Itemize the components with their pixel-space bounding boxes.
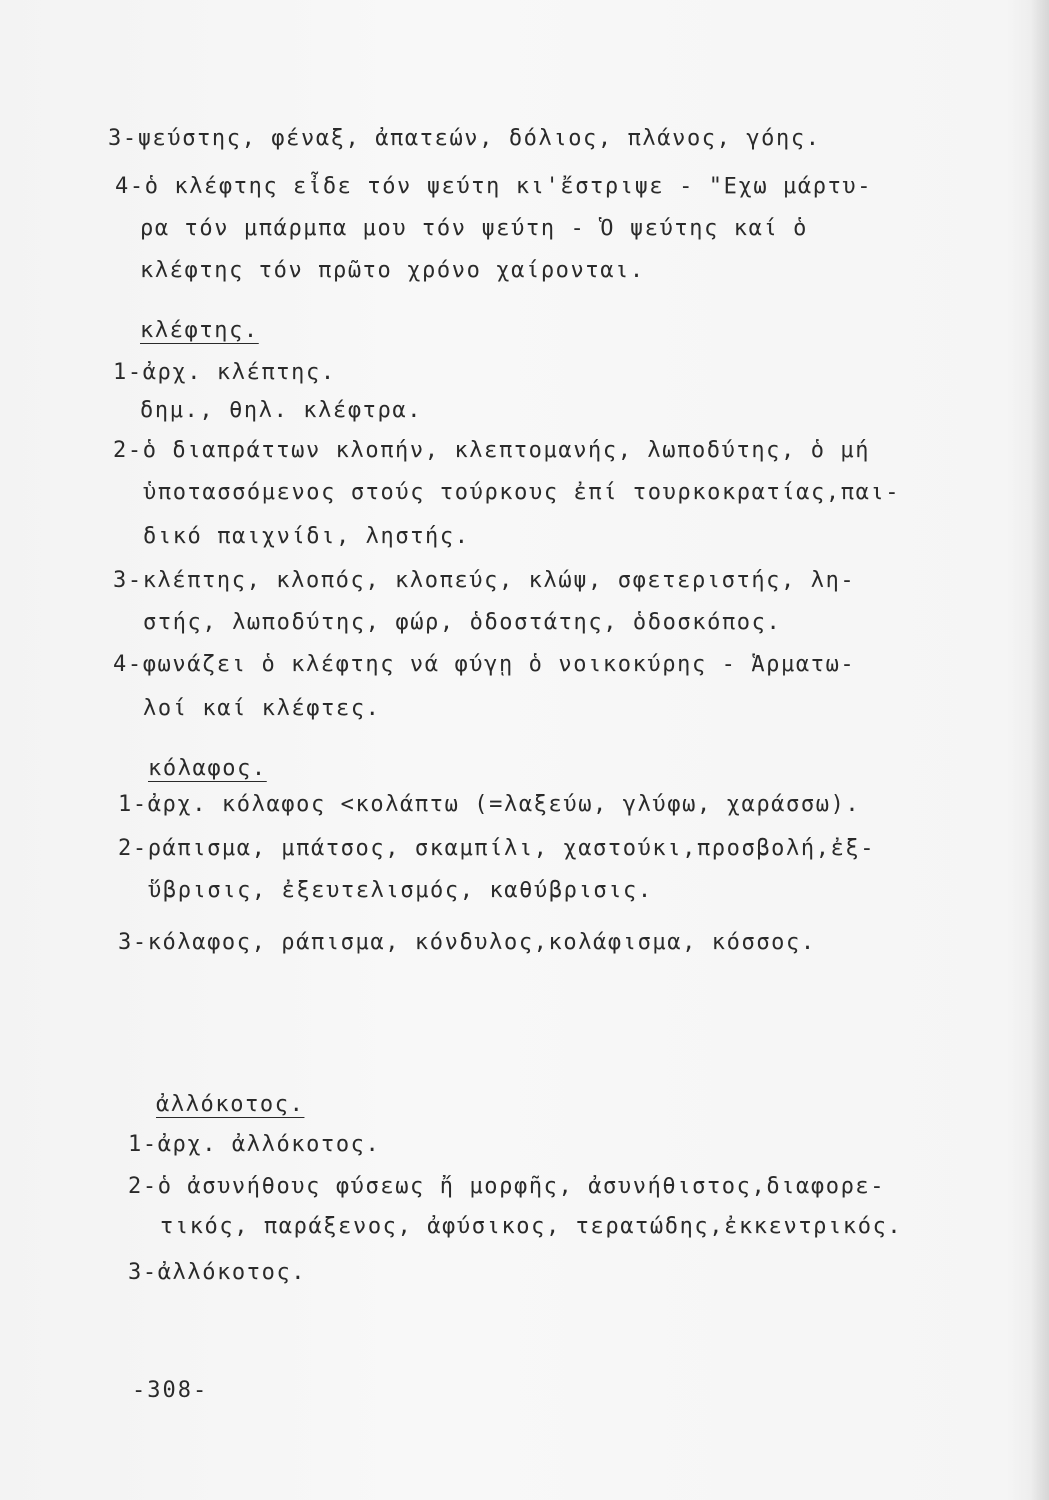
psefstis-item-4-line-3: κλέφτης τόν πρῶτο χρόνο χαίρονται. — [140, 258, 645, 283]
kleftis-item-3-line-2: στής, λωποδύτης, φώρ, ὁδοστάτης, ὁδοσκόπος. — [143, 610, 782, 635]
kleftis-item-2-line-1: 2-ὁ διαπράττων κλοπήν, κλεπτομανής, λωποδύτης, ὁ μή — [113, 438, 871, 463]
allokotos-item-2-line-2: τικός, παράξενος, ἀφύσικος, τερατώδης,ἐκκεντρικός. — [160, 1214, 903, 1239]
kleftis-item-2-line-2: ὑποτασσόμενος στούς τούρκους ἐπί τουρκοκρατίας,παι- — [143, 480, 901, 505]
allokotos-item-3: 3-ἀλλόκοτος. — [128, 1260, 307, 1285]
allokotos-item-2-line-1: 2-ὁ ἀσυνήθους φύσεως ἤ μορφῆς, ἀσυνήθιστος,διαφορε- — [128, 1174, 886, 1199]
kleftis-item-1-sub: δημ., θηλ. κλέφτρα. — [140, 398, 423, 423]
heading-allokotos: ἀλλόκοτος. — [156, 1092, 305, 1117]
kleftis-item-4-line-1: 4-φωνάζει ὁ κλέφτης νά φύγῃ ὁ νοικοκύρης - Ἁρματω- — [113, 652, 856, 677]
kolafos-item-1: 1-ἀρχ. κόλαφος <κολάπτω (=λαξεύω, γλύφω, χαράσσω). — [118, 792, 861, 817]
psefstis-item-3: 3-ψεύστης, φέναξ, ἀπατεών, δόλιος, πλάνος, γόης. — [108, 126, 821, 151]
page-number: -308- — [132, 1378, 209, 1403]
heading-kolafos: κόλαφος. — [148, 756, 267, 781]
allokotos-item-1: 1-ἀρχ. ἀλλόκοτος. — [128, 1132, 381, 1157]
kleftis-item-3-line-1: 3-κλέπτης, κλοπός, κλοπεύς, κλώψ, σφετεριστής, λη- — [113, 568, 856, 593]
kolafos-item-2-line-1: 2-ράπισμα, μπάτσος, σκαμπίλι, χαστούκι,προσβολή,ἐξ- — [118, 836, 876, 861]
kolafos-item-3: 3-κόλαφος, ράπισμα, κόνδυλος,κολάφισμα, κόσσος. — [118, 930, 816, 955]
kleftis-item-4-line-2: λοί καί κλέφτες. — [143, 696, 381, 721]
psefstis-item-4-line-1: 4-ὁ κλέφτης εἶδε τόν ψεύτη κι'ἔστριψε - "Εχω μάρτυ- — [115, 174, 873, 199]
kolafos-item-2-line-2: ὕβρισις, ἐξευτελισμός, καθύβρισις. — [148, 878, 653, 903]
kleftis-item-1: 1-ἀρχ. κλέπτης. — [113, 360, 336, 385]
heading-kleftis: κλέφτης. — [140, 318, 259, 343]
page-edge-shadow — [1031, 0, 1049, 1500]
kleftis-item-2-line-3: δικό παιχνίδι, ληστής. — [143, 524, 470, 549]
psefstis-item-4-line-2: ρα τόν μπάρμπα μου τόν ψεύτη - Ὁ ψεύτης καί ὁ — [140, 216, 809, 241]
